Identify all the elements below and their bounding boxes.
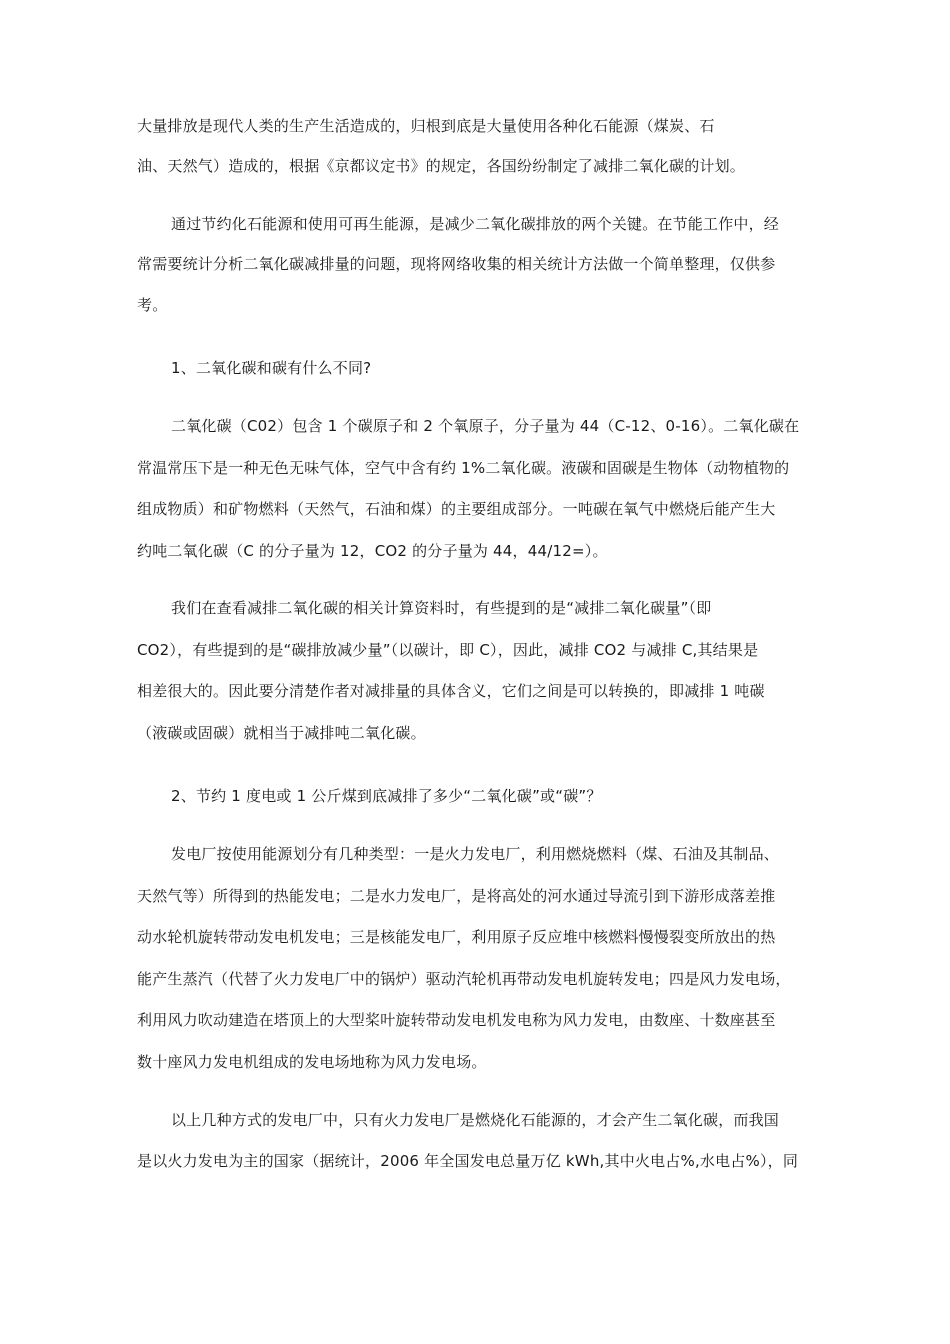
co2-definition-line-2: 常温常压下是一种无色无味气体，空气中含有约 1%二氧化碳。液碳和固碳是生物体（动物植物的 <box>137 459 790 477</box>
purpose-line-2: 常需要统计分析二氧化碳减排量的问题，现将网络收集的相关统计方法做一个简单整理，仅供参 <box>137 255 776 273</box>
section-heading-1: 1、二氧化碳和碳有什么不同? <box>171 359 372 377</box>
co2-vs-c-line-1: 我们在查看减排二氧化碳的相关计算资料时，有些提到的是“减排二氧化碳量”（即 <box>171 599 712 617</box>
intro-line-2: 油、天然气）造成的，根据《京都议定书》的规定，各国纷纷制定了减排二氧化碳的计划。 <box>137 157 746 175</box>
power-plants-line-1: 发电厂按使用能源划分有几种类型：一是火力发电厂，利用燃烧燃料（煤、石油及其制品、 <box>171 845 780 863</box>
co2-definition-line-3: 组成物质）和矿物燃料（天然气，石油和煤）的主要组成部分。一吨碳在氧气中燃烧后能产生大 <box>137 500 776 518</box>
thermal-power-line-2: 是以火力发电为主的国家（据统计，2006 年全国发电总量万亿 kWh,其中火电占%,水电占%），同 <box>137 1152 799 1170</box>
purpose-line-3: 考。 <box>137 296 168 314</box>
power-plants-line-5: 利用风力吹动建造在塔顶上的大型桨叶旋转带动发电机发电称为风力发电，由数座、十数座甚至 <box>137 1011 776 1029</box>
intro-line-1: 大量排放是现代人类的生产生活造成的，归根到底是大量使用各种化石能源（煤炭、石 <box>137 117 715 135</box>
thermal-power-line-1: 以上几种方式的发电厂中，只有火力发电厂是燃烧化石能源的，才会产生二氧化碳，而我国 <box>171 1111 780 1129</box>
co2-vs-c-line-4: （液碳或固碳）就相当于减排吨二氧化碳。 <box>137 724 426 742</box>
power-plants-line-2: 天然气等）所得到的热能发电；二是水力发电厂，是将高处的河水通过导流引到下游形成落差推 <box>137 887 776 905</box>
co2-vs-c-line-3: 相差很大的。因此要分清楚作者对减排量的具体含义，它们之间是可以转换的，即减排 1 吨碳 <box>137 682 765 700</box>
co2-definition-line-1: 二氧化碳（C02）包含 1 个碳原子和 2 个氧原子，分子量为 44（C-12、0-16）。二氧化碳在 <box>171 417 800 435</box>
co2-definition-line-4: 约吨二氧化碳（C 的分子量为 12，CO2 的分子量为 44，44/12=）。 <box>137 542 608 560</box>
power-plants-line-4: 能产生蒸汽（代替了火力发电厂中的锅炉）驱动汽轮机再带动发电机旋转发电；四是风力发电场， <box>137 970 791 988</box>
power-plants-line-3: 动水轮机旋转带动发电机发电；三是核能发电厂，利用原子反应堆中核燃料慢慢裂变所放出的热 <box>137 928 776 946</box>
power-plants-line-6: 数十座风力发电机组成的发电场地称为风力发电场。 <box>137 1053 487 1071</box>
purpose-line-1: 通过节约化石能源和使用可再生能源，是减少二氧化碳排放的两个关键。在节能工作中，经 <box>171 215 780 233</box>
co2-vs-c-line-2: CO2），有些提到的是“碳排放减少量”（以碳计，即 C），因此，减排 CO2 与减排 C,其结果是 <box>137 641 759 659</box>
section-heading-2: 2、节约 1 度电或 1 公斤煤到底减排了多少“二氧化碳”或“碳”？ <box>171 787 602 805</box>
